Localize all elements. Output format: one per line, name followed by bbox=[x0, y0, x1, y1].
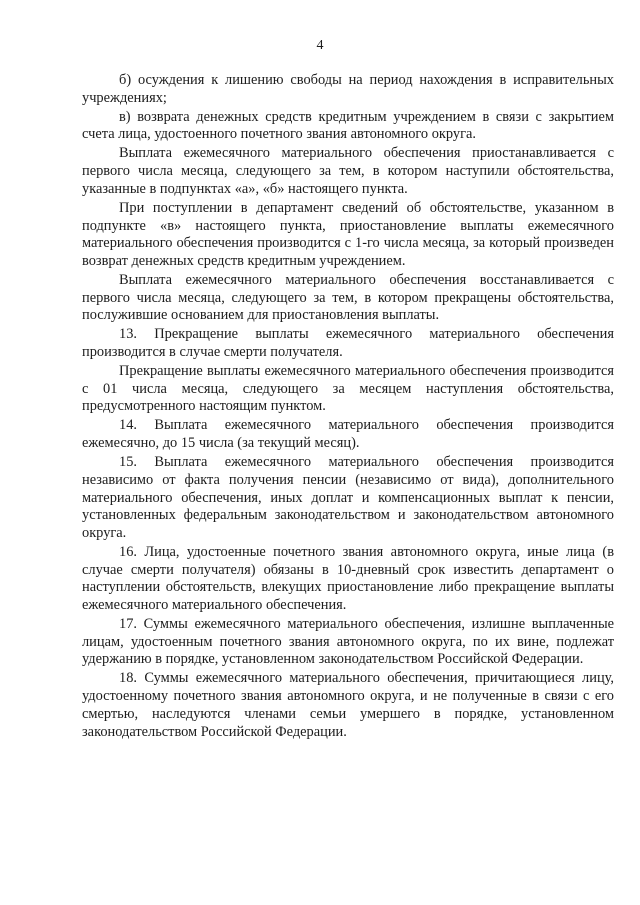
paragraph-suspension-bank-return: При поступлении в департамент сведений об обстоятельстве, указанном в подпункте «в» настоящего пункта, приостановление выплаты ежемесячного материального обеспечения производится с 1-го числа месяца, за который произведен возврат денежных средств кредитным учреждением. bbox=[82, 199, 614, 269]
paragraph-suspension-start: Выплата ежемесячного материального обеспечения приостанавливается с первого числа месяца, следующего за тем, в котором наступили обстоятельства, указанные в подпунктах «а», «б» настоящего пункта. bbox=[82, 145, 614, 197]
paragraph-item-18: 18. Суммы ежемесячного материального обеспечения, причитающиеся лицу, удостоенному почетного звания автономного округа, и не полученные в связи с его смертью, наследуются членами семьи умершего в порядке, установленном законодательством Российской Федерации. bbox=[82, 670, 614, 740]
page-number: 4 bbox=[316, 38, 324, 53]
paragraph-subitem-v: в) возврата денежных средств кредитным учреждением в связи с закрытием счета лица, удостоенного почетного звания автономного округа. bbox=[82, 108, 614, 143]
document-body bbox=[82, 72, 614, 741]
paragraph-termination-date: Прекращение выплаты ежемесячного материального обеспечения производится с 01 числа месяца, следующего за месяцем наступления обстоятельства, предусмотренного настоящим пунктом. bbox=[82, 363, 614, 415]
paragraph-item-15: 15. Выплата ежемесячного материального обеспечения производится независимо от факта получения пенсии (независимо от вида), дополнительного материального обеспечения, иных доплат и компенсационных выплат к пенсии, установленных федеральным законодательством и законодательством автономного округа. bbox=[82, 454, 614, 541]
paragraph-restoration: Выплата ежемесячного материального обеспечения восстанавливается с первого числа месяца, следующего за тем, в котором прекращены обстоятельства, послужившие основанием для приостановления выплаты. bbox=[82, 271, 614, 324]
paragraph-item-13: 13. Прекращение выплаты ежемесячного материального обеспечения производится в случае смерти получателя. bbox=[82, 326, 614, 361]
paragraph-item-17: 17. Суммы ежемесячного материального обеспечения, излишне выплаченные лицам, удостоенным почетного звания автономного округа, по их вине, подлежат удержанию в порядке, установленном законодательством Российской Федерации. bbox=[82, 616, 614, 668]
paragraph-subitem-b: б) осуждения к лишению свободы на период нахождения в исправительных учреждениях; bbox=[82, 72, 614, 106]
paragraph-item-14: 14. Выплата ежемесячного материального обеспечения производится ежемесячно, до 15 числа (за текущий месяц). bbox=[82, 417, 614, 452]
paragraph-item-16: 16. Лица, удостоенные почетного звания автономного округа, иные лица (в случае смерти получателя) обязаны в 10-дневный срок известить департамент о наступлении обстоятельств, влекущих приостановление либо прекращение выплаты ежемесячного материального обеспечения. bbox=[82, 543, 614, 614]
